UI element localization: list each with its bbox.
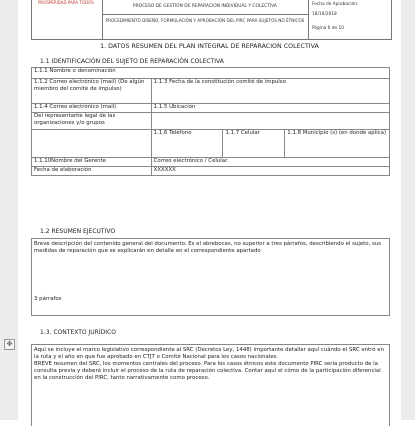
section-1-1-heading: 1.1 IDENTIFICACIÓN DEL SUJETO DE REPARACIÓN COLECTIVA bbox=[40, 58, 224, 65]
field-phone: 1.1.6 Teléfono bbox=[151, 130, 223, 158]
executive-summary-note: 3 párrafos bbox=[34, 296, 62, 302]
page-number: Página 6 de 10 bbox=[312, 26, 344, 31]
field-name: 1.1.1 Nombre o denominación bbox=[32, 68, 390, 79]
logo-cell bbox=[32, 0, 103, 39]
field-location: 1.1.5 Ubicación bbox=[151, 104, 389, 113]
field-manager: 1.1.10Nombre del Gerente bbox=[32, 158, 152, 167]
field-email: 1.1.4 Correo electrónico (mail) bbox=[32, 104, 152, 113]
page-margin-right bbox=[401, 0, 415, 420]
field-cellphone: 1.1.7 Celular bbox=[223, 130, 285, 158]
header-meta-cell bbox=[308, 0, 391, 39]
section-1-3-heading: 1.3. CONTEXTO JURÍDICO bbox=[40, 329, 116, 336]
org-name: PROSPERIDAD PARA TODOS bbox=[38, 0, 94, 5]
page-margin-left bbox=[0, 0, 18, 420]
legal-context-p1: Aquí se incluye el marco legislativo correspondiente al SRC (Decretos Ley, 1448) importante detallar aquí cuándo el SRC entró en la ruta y el año en que fue aprobado en CTJT o Comité Nacional para los casos nacionales. bbox=[34, 347, 385, 360]
legal-context-p2: BREVE resumen del SRC, los momentos centrales del proceso. Para los casos étnicos este documento PIRC sería producto de la consulta previa y deberá incluir el proceso de la ruta de reparación colectiva. Contar aquí el cómo de la participación diferencial en la construcción del PIRC, tanto narrativamente como proceso. bbox=[34, 361, 381, 381]
document-title: 1. DATOS RESUMEN DEL PLAN INTEGRAL DE REPARACION COLECTIVA bbox=[100, 43, 319, 50]
field-legal-rep: Del representante legal de las organizaciones y/o grupos bbox=[32, 113, 152, 130]
field-date-value: XXXXXX bbox=[151, 167, 389, 176]
field-committee-date: 1.1.3 Fecha de la constitución comité de impulso bbox=[151, 79, 389, 104]
table-move-handle-icon[interactable]: ✥ bbox=[4, 339, 15, 350]
field-manager-contact: Correo electrónico / Celular. bbox=[151, 158, 389, 167]
document-page bbox=[18, 0, 401, 420]
header-process-cell bbox=[102, 0, 309, 39]
legal-context-box bbox=[31, 344, 390, 426]
approval-date: 18/10/2018 bbox=[312, 12, 337, 17]
field-email-committee: 1.1.2 Correo electrónico (mail) (De algún miembro del comité de impulso) bbox=[32, 79, 152, 104]
header-procedure: PROCEDIMIENTO DISEÑO, FORMULACIÓN Y APROBACIÓN DEL PIRC PARA SUJETOS NO ÉTNICOS bbox=[105, 18, 305, 23]
executive-summary-box bbox=[31, 238, 390, 316]
identification-table bbox=[31, 67, 390, 176]
field-date-label: Fecha de elaboración bbox=[32, 167, 152, 176]
field-municipality: 1.1.8 Municipio (s) (en donde aplica) bbox=[285, 130, 390, 158]
section-1-2-heading: 1.2 RESUMEN EJECUTIVO bbox=[40, 228, 116, 235]
document-header bbox=[31, 0, 392, 40]
approval-label: Fecha de Aprobación: bbox=[312, 2, 359, 7]
header-process: PROCESO DE GESTIÓN DE REPARACIÓN INDIVIDUAL Y COLECTIVA bbox=[102, 0, 308, 15]
executive-summary-text: Breve descripción del contenido general del documento. Es el abrebocas, no superior a tres párrafos, describiendo el sujeto, sus medidas de reparación que se explicarán en detalle en el correspondiente apartado bbox=[34, 241, 382, 254]
